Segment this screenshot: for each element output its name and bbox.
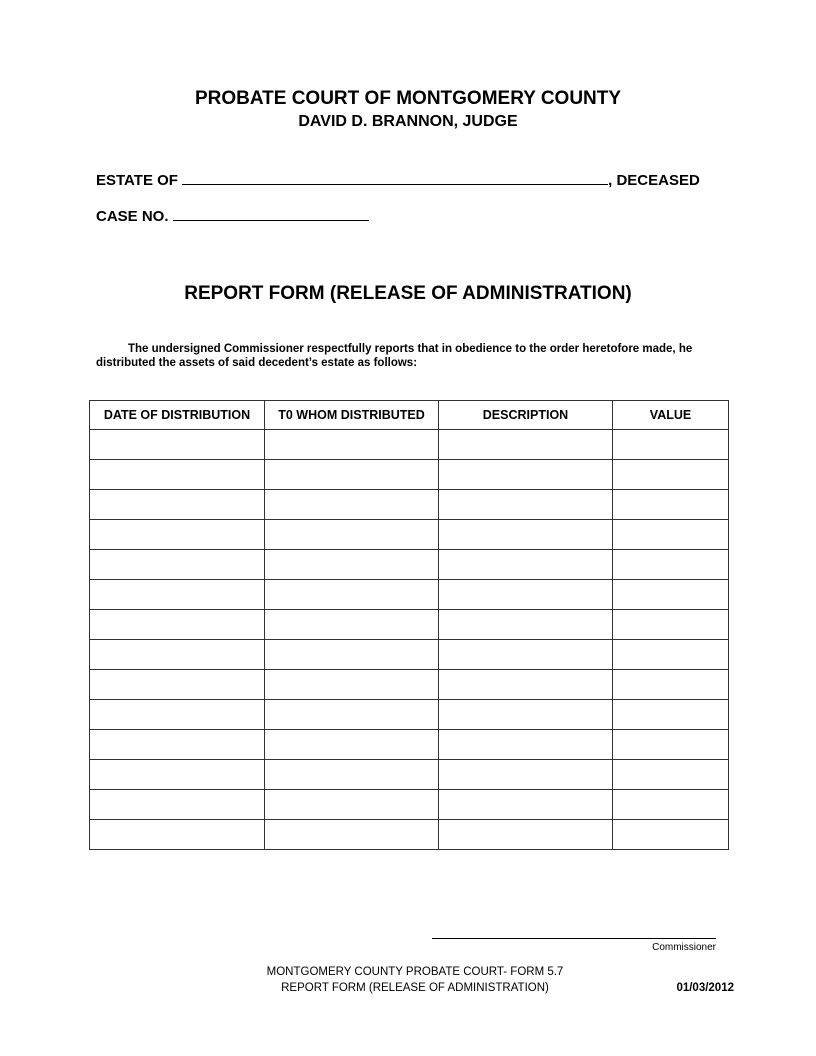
- recipient-cell[interactable]: [265, 730, 439, 760]
- table-row: [90, 700, 729, 730]
- column-header-date: DATE OF DISTRIBUTION: [90, 401, 265, 430]
- case-line: [96, 206, 369, 225]
- recipient-cell[interactable]: [265, 430, 439, 460]
- value-cell[interactable]: [613, 790, 729, 820]
- table-row: [90, 490, 729, 520]
- intro-text: The undersigned Commissioner respectfully reports that in obedience to the order heretofore made, he distributed the assets of said decedent’s estate as follows:: [96, 343, 693, 369]
- table-row: [90, 550, 729, 580]
- description-cell[interactable]: [439, 670, 613, 700]
- date-cell[interactable]: [90, 760, 265, 790]
- description-cell[interactable]: [439, 580, 613, 610]
- estate-label: ESTATE OF: [96, 172, 178, 189]
- recipient-cell[interactable]: [265, 670, 439, 700]
- column-header-description: DESCRIPTION: [439, 401, 613, 430]
- signature-line[interactable]: [432, 938, 716, 939]
- date-cell[interactable]: [90, 730, 265, 760]
- table-row: [90, 730, 729, 760]
- deceased-label: , DECEASED: [608, 172, 700, 189]
- date-cell[interactable]: [90, 430, 265, 460]
- case-number-label: CASE NO.: [96, 208, 169, 225]
- recipient-cell[interactable]: [265, 640, 439, 670]
- table-row: [90, 610, 729, 640]
- date-cell[interactable]: [90, 580, 265, 610]
- date-cell[interactable]: [90, 490, 265, 520]
- recipient-cell[interactable]: [265, 820, 439, 850]
- table-header-row: [90, 401, 729, 430]
- description-cell[interactable]: [439, 550, 613, 580]
- value-cell[interactable]: [613, 730, 729, 760]
- value-cell[interactable]: [613, 640, 729, 670]
- date-cell[interactable]: [90, 550, 265, 580]
- date-cell[interactable]: [90, 520, 265, 550]
- description-cell[interactable]: [439, 430, 613, 460]
- table-row: [90, 580, 729, 610]
- report-title: REPORT FORM (RELEASE OF ADMINISTRATION): [184, 283, 632, 304]
- recipient-cell[interactable]: [265, 700, 439, 730]
- judge-name: DAVID D. BRANNON, JUDGE: [298, 113, 518, 130]
- recipient-cell[interactable]: [265, 760, 439, 790]
- table-body: [90, 430, 729, 850]
- value-cell[interactable]: [613, 430, 729, 460]
- court-title: PROBATE COURT OF MONTGOMERY COUNTY: [194, 88, 622, 109]
- value-cell[interactable]: [613, 670, 729, 700]
- table-row: [90, 820, 729, 850]
- estate-line: [96, 170, 700, 189]
- recipient-cell[interactable]: [265, 790, 439, 820]
- recipient-cell[interactable]: [265, 490, 439, 520]
- description-cell[interactable]: [439, 640, 613, 670]
- description-cell[interactable]: [439, 820, 613, 850]
- description-cell[interactable]: [439, 460, 613, 490]
- table-row: [90, 460, 729, 490]
- recipient-cell[interactable]: [265, 610, 439, 640]
- description-cell[interactable]: [439, 520, 613, 550]
- date-cell[interactable]: [90, 700, 265, 730]
- table-row: [90, 670, 729, 700]
- signature-label: Commissioner: [652, 942, 716, 953]
- date-cell[interactable]: [90, 670, 265, 700]
- value-cell[interactable]: [613, 490, 729, 520]
- table-row: [90, 790, 729, 820]
- description-cell[interactable]: [439, 760, 613, 790]
- value-cell[interactable]: [613, 580, 729, 610]
- column-header-value: VALUE: [613, 401, 729, 430]
- value-cell[interactable]: [613, 460, 729, 490]
- date-cell[interactable]: [90, 610, 265, 640]
- value-cell[interactable]: [613, 760, 729, 790]
- date-cell[interactable]: [90, 790, 265, 820]
- value-cell[interactable]: [613, 520, 729, 550]
- table-row: [90, 760, 729, 790]
- table-row: [90, 520, 729, 550]
- date-cell[interactable]: [90, 460, 265, 490]
- value-cell[interactable]: [613, 700, 729, 730]
- recipient-cell[interactable]: [265, 550, 439, 580]
- description-cell[interactable]: [439, 730, 613, 760]
- description-cell[interactable]: [439, 790, 613, 820]
- value-cell[interactable]: [613, 550, 729, 580]
- case-number-field[interactable]: [173, 206, 369, 221]
- footer-date: 01/03/2012: [676, 982, 734, 994]
- intro-paragraph: [96, 342, 726, 370]
- table-row: [90, 430, 729, 460]
- estate-name-field[interactable]: [182, 170, 608, 185]
- date-cell[interactable]: [90, 640, 265, 670]
- recipient-cell[interactable]: [265, 460, 439, 490]
- description-cell[interactable]: [439, 700, 613, 730]
- column-header-recipient: T0 WHOM DISTRIBUTED: [265, 401, 439, 430]
- table-row: [90, 640, 729, 670]
- distribution-table: [89, 400, 729, 850]
- recipient-cell[interactable]: [265, 580, 439, 610]
- description-cell[interactable]: [439, 610, 613, 640]
- description-cell[interactable]: [439, 490, 613, 520]
- value-cell[interactable]: [613, 820, 729, 850]
- footer-form-title: REPORT FORM (RELEASE OF ADMINISTRATION): [281, 982, 549, 994]
- recipient-cell[interactable]: [265, 520, 439, 550]
- footer-form-name: MONTGOMERY COUNTY PROBATE COURT- FORM 5.7: [266, 966, 564, 978]
- value-cell[interactable]: [613, 610, 729, 640]
- date-cell[interactable]: [90, 820, 265, 850]
